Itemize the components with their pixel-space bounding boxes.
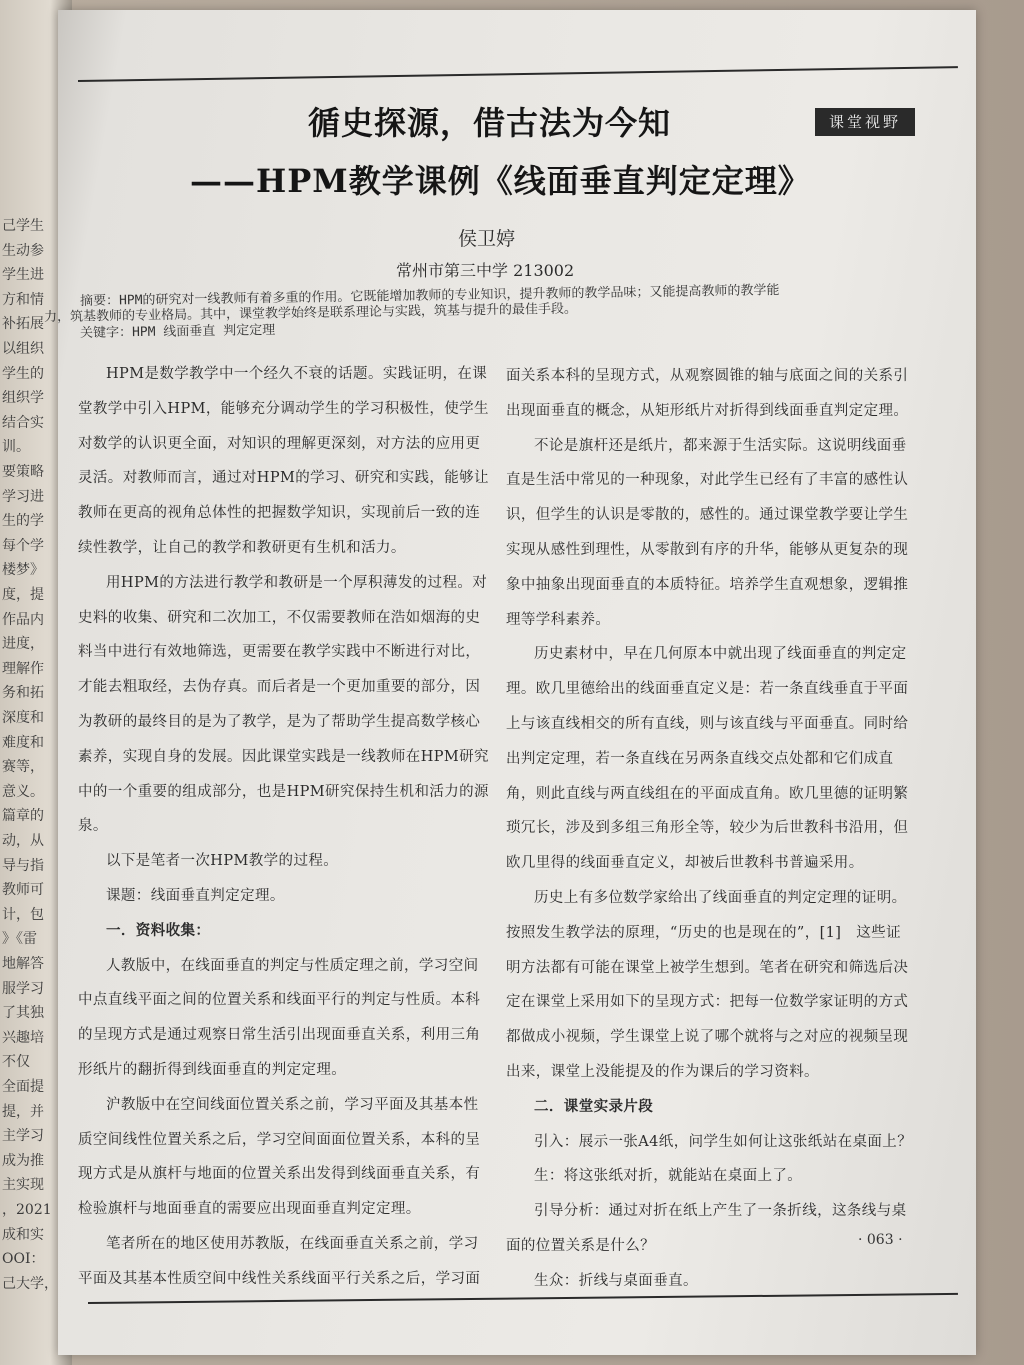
text-line: 历史上有多位数学家给出了线面垂直的判定定理的证明。 [534,890,907,906]
section-heading: 一．资料收集： [106,921,211,939]
text-line: 出来，课堂上没能提及的作为课后的学习资料。 [506,1064,819,1080]
text-line: 用HPM的方法进行教学和教研是一个厚积薄发的过程。对 [106,574,488,591]
text-line: 生众：折线与桌面垂直。 [534,1272,698,1289]
affiliation: 常州市第三中学 213002 [396,261,575,280]
text-line: 质空间线性位置关系之后，学习空间面面位置关系，本科的呈 [78,1131,481,1148]
text-line: 中的一个重要的组成部分，也是HPM研究保持生机和活力的源 [78,783,489,800]
left-page-text-fragment: 己大学， [2,1275,58,1292]
left-page-text-fragment: 》《雷 [2,931,37,948]
left-page-text-fragment: 全面提 [2,1079,44,1095]
left-page-text-fragment: 主学习 [2,1128,44,1145]
text-line: 象中抽象出现面垂直的本质特征。培养学生直观想象，逻辑推 [506,576,909,593]
left-page-text-fragment: 计，包 [2,906,44,923]
left-page-text-fragment: 要策略 [2,464,44,480]
text-line: 明方法都有可能在课堂上被学生想到。笔者在研究和筛选后决 [506,959,909,976]
left-page-text-fragment: 进度， [2,636,44,653]
text-line: 引入：展示一张A4纸，问学生如何让这张纸站在桌面上？ [534,1133,913,1150]
left-page-text-fragment: 不仅 [2,1054,30,1071]
left-page-text-fragment: 主实现 [2,1177,44,1194]
text-line: 不论是旗杆还是纸片，都来源于生活实际。这说明线面垂 [534,437,907,454]
text-line: 琐冗长，涉及到多组三角形全等，较少为后世教科书沿用，但 [506,820,909,837]
text-line: 沪教版中在空间线面位置关系之前，学习平面及其基本性 [106,1096,479,1113]
text-line: 检验旗杆与地面垂直的需要应出现面垂直判定定理。 [78,1201,421,1218]
text-line: 欧几里得的线面垂直定义，却被后世教科书普遍采用。 [506,855,864,872]
left-page-text-fragment: 学习进 [2,488,44,505]
text-line: 引导分析：通过对折在纸上产生了一条折线，这条线与桌 [534,1203,907,1220]
text-line: 面的位置关系是什么？ [506,1238,655,1254]
text-line: 续性教学，让自己的教学和教研更有生机和活力。 [78,540,406,556]
text-line: 堂教学中引入HPM，能够充分调动学生的学习积极性，使学生 [78,400,489,417]
text-line: 泉。 [78,818,108,835]
article-title-line-1: 循史探源，借古法为今知 [308,104,672,142]
left-page-text-fragment: 方和情 [2,291,44,308]
left-page-text-fragment: 己学生 [2,218,44,234]
text-line: 课题：线面垂直判定定理。 [106,888,285,904]
text-line: 按照发生教学法的原理，“历史的也是现在的”，[1] 这些证 [506,924,901,941]
left-page-text-fragment: 意义。 [2,783,44,800]
text-line: 出判定定理，若一条直线在另两条直线交点处都和它们成直 [506,750,894,767]
left-page-text-fragment: 生动参 [2,242,44,259]
text-line: 史料的收集、研究和二次加工，不仅需要教师在浩如烟海的史 [78,609,481,626]
text-line: 现方式是从旗杆与地面的位置关系出发得到线面垂直关系，有 [78,1166,481,1183]
left-page-text-fragment: 成和实 [2,1226,44,1243]
text-line: 才能去粗取经，去伪存真。而后者是一个更加重要的部分，因 [78,679,481,696]
text-line: 人教版中，在线面垂直的判定与性质定理之前，学习空间 [106,957,479,974]
text-line: 角，则此直线与两直线组在的平面成直角。欧几里德的证明繁 [506,785,909,802]
left-page-text-fragment: 导与指 [2,857,44,874]
left-page-text-fragment: 作品内 [2,611,44,628]
page-number: · 063 · [858,1232,903,1248]
text-line: 为教研的最终目的是为了教学，是为了帮助学生提高数学核心 [78,714,481,730]
text-line: 面关系本科的呈现方式，从观察圆锥的轴与底面之间的关系引 [506,368,909,384]
section-tag: 课堂视野 [815,108,915,136]
left-page-text-fragment: 组织学 [2,390,44,407]
text-line: 理等学科素养。 [506,611,611,628]
text-line: 料当中进行有效地筛选，更需要在教学实践中不断进行对比， [78,644,481,661]
abstract-line: 摘要：HPM的研究对一线教师有着多重的作用。它既能增加教师的专业知识，提升教师的教学品味；又能提高教师的教学能 [79,283,780,309]
left-page-text-fragment: 训。 [2,439,30,456]
left-page-text-fragment: ，2021 [2,1202,52,1218]
text-line: 对数学的认识更全面，对知识的理解更深刻，对方法的应用更 [78,435,481,452]
text-line: 以下是笔者一次HPM教学的过程。 [106,853,339,870]
text-line: 出现面垂直的概念，从矩形纸片对折得到线面垂直判定定理。 [506,402,909,419]
left-page-text-fragment: OOI： [2,1251,45,1268]
text-line: 平面及其基本性质空间中线性关系线面平行关系之后，学习面 [78,1270,481,1287]
left-page-text-fragment: 每个学 [2,537,44,554]
left-page-text-fragment: 地解答 [2,956,44,972]
text-line: 历史素材中，早在几何原本中就出现了线面垂直的判定定 [534,646,907,663]
text-line: 定在课堂上采用如下的呈现方式：把每一位数学家证明的方式 [506,994,909,1011]
text-line: 理。欧几里德给出的线面垂直定义是：若一条直线垂直于平面 [506,681,909,698]
left-page-text-fragment: 提，并 [2,1103,44,1120]
author: 侯卫婷 [458,228,516,250]
left-page-text-fragment: 成为推 [2,1152,44,1169]
text-line: 的呈现方式是通过观察日常生活引出现面垂直关系，利用三角 [78,1027,481,1044]
article-title-line-2: ——HPM教学课例《线面垂直判定定理》 [190,162,811,200]
text-line: HPM是数学教学中一个经久不衰的话题。实践证明，在课 [106,366,488,382]
left-page-text-fragment: 兴趣培 [2,1029,44,1046]
left-page-text-fragment: 以组织 [2,341,44,357]
left-page-text-fragment: 结合实 [2,414,44,431]
left-page-text-fragment: 教师可 [2,882,44,899]
text-line: 直是生活中常见的一种现象，对此学生已经有了丰富的感性认 [506,472,909,489]
text-line: 形纸片的翻折得到线面垂直的判定定理。 [78,1062,347,1078]
left-page-text-fragment: 篇章的 [2,808,44,825]
left-page-text-fragment: 了其独 [2,1005,44,1022]
left-page-text-fragment: 楼梦》 [2,562,44,579]
text-line: 教师在更高的视角总体性的把握数学知识，实现前后一致的连 [78,505,481,522]
text-line: 中点直线平面之间的位置关系和线面平行的判定与性质。本科 [78,992,481,1009]
text-line: 灵活。对教师而言，通过对HPM的学习、研究和实践，能够让 [78,470,489,487]
left-page-text-fragment: 动，从 [2,833,44,849]
section-heading: 二．课堂实录片段 [534,1097,654,1115]
left-page-text-fragment: 补拓展 [2,316,44,333]
left-page-text-fragment: 难度和 [2,734,44,751]
text-line: 上与该直线相交的所有直线，则与该直线与平面垂直。同时给 [506,716,909,732]
abstract-line: 关键字：HPM 线面垂直 判定定理 [79,322,276,341]
left-page-text-fragment: 理解作 [2,660,44,677]
left-page-text-fragment: 深度和 [2,710,44,726]
journal-page [43,10,976,1355]
text-line: 都做成小视频，学生课堂上说了哪个就将与之对应的视频呈现 [506,1029,909,1046]
text-line: 实现从感性到理性，从零散到有序的升华，能够从更复杂的现 [506,542,909,558]
left-page-text-fragment: 生的学 [2,513,44,530]
text-line: 识，但学生的认识是零散的，感性的。通过课堂教学要让学生 [506,507,909,524]
left-page-text-fragment: 赛等， [2,759,44,776]
text-line: 生：将这张纸对折，就能站在桌面上了。 [534,1168,803,1185]
text-line: 笔者所在的地区使用苏教版，在线面垂直关系之前，学习 [106,1236,479,1252]
left-page-text-fragment: 务和拓 [2,685,44,702]
left-page-text-fragment: 学生进 [2,267,44,284]
left-page-text-fragment: 服学习 [2,980,44,997]
text-line: 素养，实现自身的发展。因此课堂实践是一线教师在HPM研究 [78,748,489,765]
left-page-text-fragment: 学生的 [2,365,44,382]
top-rule [78,66,958,82]
bottom-rule [88,1293,958,1304]
left-page-text-fragment: 度，提 [2,587,44,603]
abstract-line: 力，筑基教师的专业格局。其中，课堂教学始终是联系理论与实践，筑基与提升的最佳手段。 [43,301,578,325]
